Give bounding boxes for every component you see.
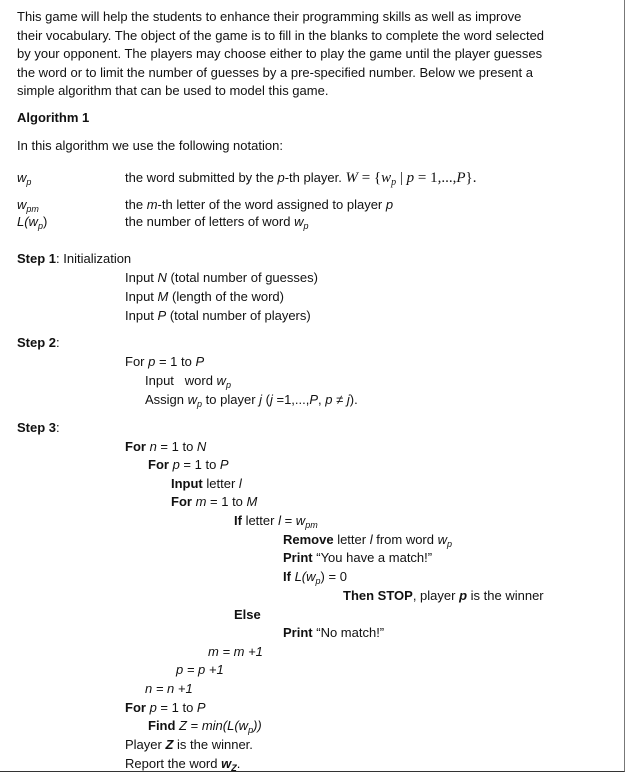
intro-line: simple algorithm that can be used to model this game. [17, 83, 329, 98]
intro-line: their vocabulary. The object of the game is to fill in the blanks to complete the word selected [17, 27, 545, 43]
algorithm-title: Algorithm 1 [17, 110, 90, 125]
notation-intro: In this algorithm we use the following notation: [17, 138, 283, 153]
intro-line: the word or to limit the number of guesses by a pre-specified number. Below we present a [17, 64, 533, 80]
step2-assign: Assign $w_p$ to player j (j =1,...,P, p ≠ j). [145, 392, 358, 409]
intro-line: by your opponent. The players may choose either to play the game until the player guesses [17, 46, 543, 61]
step1-input-M: Input M (length of the word) [125, 289, 284, 304]
step1-input-N: Input N (total number of guesses) [125, 270, 318, 285]
step3-input-letter: Input letter l [171, 476, 242, 491]
step3-else: Else [234, 607, 261, 622]
step3-for-p-final: For p = 1 to P [125, 700, 206, 715]
notation-wp-desc: the word submitted by the p-th player. $W = \{w_p$ | p = 1,...,P}. [125, 170, 477, 188]
notation-wpm-symbol: $w_{pm}$ [17, 197, 39, 214]
step3-heading: Step 3: [17, 420, 60, 435]
step3-report-word: Report the word $w_Z$. [125, 756, 241, 773]
step3-if-length-zero: If $L(w_p) = 0$ [283, 569, 347, 586]
notation-L-desc: the number of letters of word $w_p$ [125, 214, 309, 231]
step3-player-winner: Player Z is the winner. [125, 737, 253, 752]
step2-heading: Step 2: [17, 335, 60, 350]
notation-L-symbol: $L(w_p)$ [17, 214, 48, 231]
step3-remove-letter: Remove letter l from word $w_p$ [283, 532, 453, 549]
intro-paragraph [17, 8, 577, 101]
step2-for-loop: For p = 1 to P [125, 354, 205, 369]
step1-input-P: Input P (total number of players) [125, 308, 311, 323]
set-W-formula: $W = \{w_p$ | p = 1,...,P}. [345, 170, 477, 188]
step3-find-min: Find $Z = \min(L(w_p))$ [148, 718, 262, 735]
step3-print-no-match: Print “No match!” [283, 625, 385, 640]
step3-for-m: For m = 1 to M [171, 494, 258, 509]
step3-if-letter: If letter $l = w_{pm}$ [234, 513, 318, 530]
step3-print-match: Print “You have a match!” [283, 550, 433, 565]
step3-for-n: For n = 1 to N [125, 439, 207, 454]
step3-m-increment: m = m +1 [208, 644, 263, 659]
step3-n-increment: n = n +1 [145, 681, 193, 696]
notation-wp-symbol: $w_p$ [17, 170, 32, 187]
step1-heading: Step 1: Initialization [17, 251, 132, 266]
notation-wpm-desc: the m-th letter of the word assigned to player p [125, 197, 394, 212]
step3-then-stop: Then STOP, player p is the winner [343, 588, 544, 603]
step3-for-p: For p = 1 to P [148, 457, 229, 472]
step3-p-increment: p = p +1 [176, 662, 224, 677]
step2-input-word: Input word $w_p$ [145, 373, 231, 390]
intro-line: This game will help the students to enhance their programming skills as well as improve [17, 9, 522, 24]
